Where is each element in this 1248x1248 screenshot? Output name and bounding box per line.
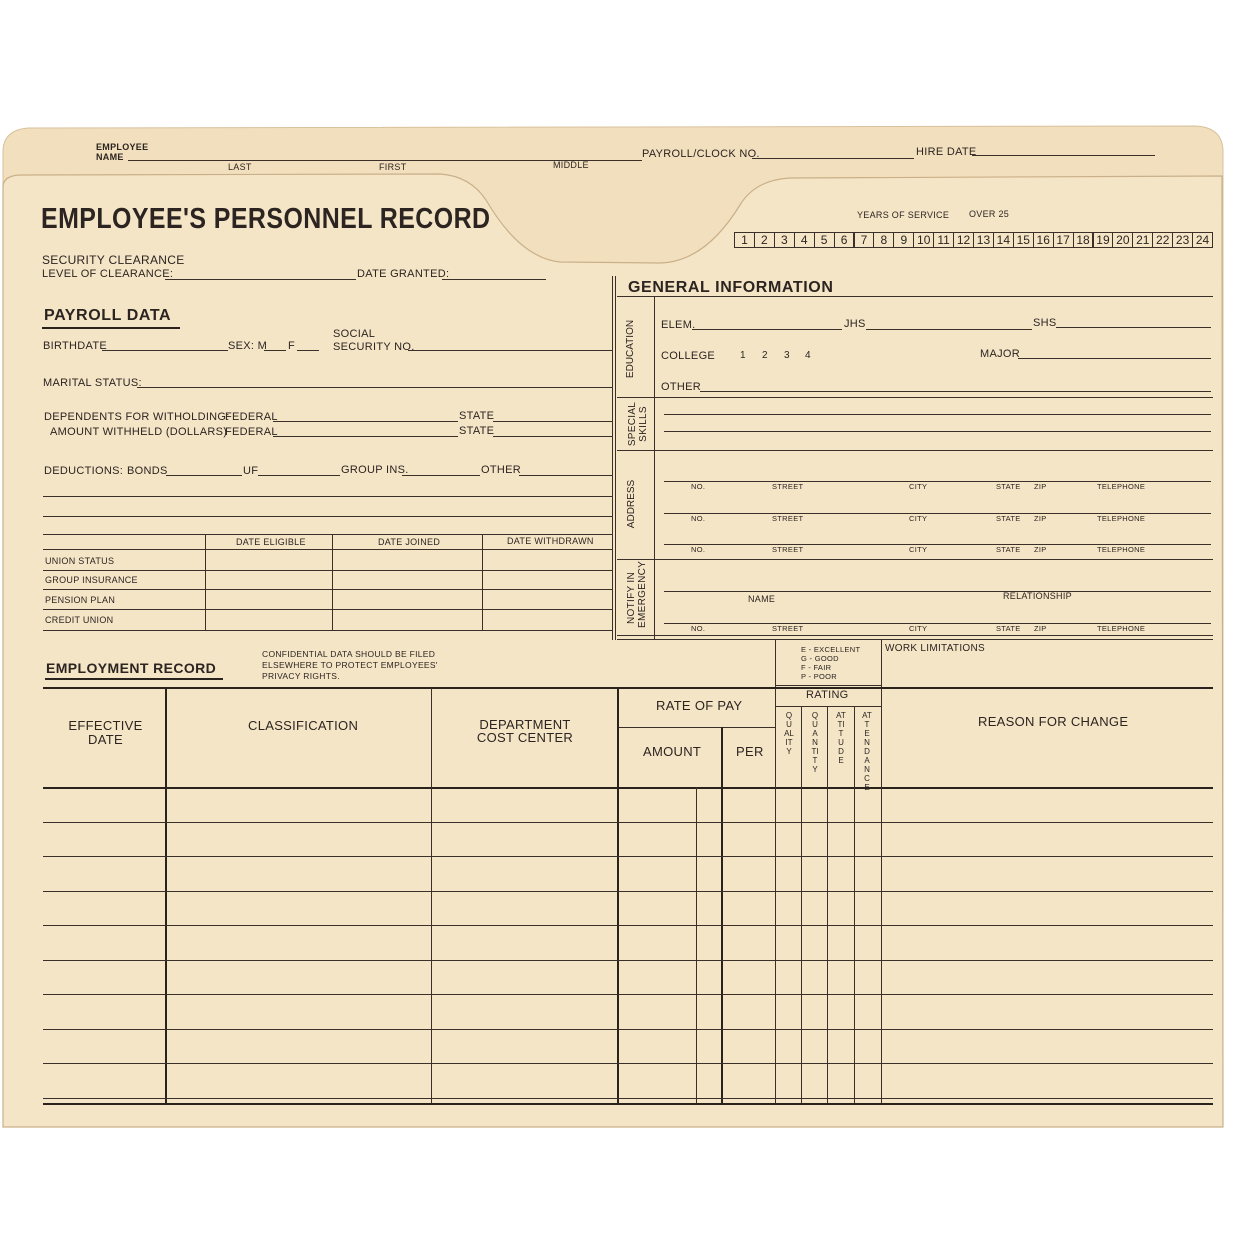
employment-row-line	[43, 960, 1213, 961]
pension-plan-row: PENSION PLAN	[45, 595, 116, 605]
state-label-1: STATE	[459, 410, 495, 422]
rating-attitude-header: ATTITUDE	[836, 711, 846, 765]
address-2-city-label: CITY	[909, 514, 928, 523]
date-granted-label: DATE GRANTED:	[357, 268, 450, 280]
group-ins-label: GROUP INS.	[341, 464, 409, 476]
address-3-street-label: STREET	[772, 545, 804, 554]
employment-row-line	[43, 891, 1213, 892]
per-header: PER	[736, 744, 764, 759]
relationship-label: RELATIONSHIP	[1003, 591, 1072, 601]
payroll-clock-label: PAYROLL/CLOCK NO.	[642, 148, 760, 160]
rating-attendance-header: ATTENDANCE	[862, 711, 872, 792]
employment-row-line	[43, 994, 1213, 995]
shs-label: SHS	[1033, 317, 1057, 329]
address-3-telephone-label: TELEPHONE	[1097, 545, 1146, 554]
dependents-label: DEPENDENTS FOR WITHOLDING:	[44, 411, 230, 423]
year-box-7: 7	[854, 232, 875, 248]
federal-label-2: FEDERAL	[225, 426, 278, 438]
address-1-no-label: NO.	[691, 482, 706, 491]
college-year-4: 4	[805, 350, 811, 361]
emergency-zip-label: ZIP	[1034, 624, 1047, 633]
classification-header: CLASSIFICATION	[248, 718, 359, 733]
year-box-20: 20	[1112, 232, 1133, 248]
years-boxes	[734, 232, 1212, 248]
employee-name-label: EMPLOYEE NAME	[96, 142, 149, 162]
elem-label: ELEM.	[661, 319, 696, 331]
years-of-service-label: YEARS OF SERVICE	[857, 210, 950, 220]
year-box-24: 24	[1192, 232, 1213, 248]
hire-date-label: HIRE DATE	[916, 146, 977, 158]
employment-row-line	[43, 856, 1213, 857]
address-label: ADDRESS	[626, 479, 637, 529]
deductions-label: DEDUCTIONS:	[44, 465, 124, 477]
college-year-2: 2	[762, 350, 768, 361]
reason-for-change-header: REASON FOR CHANGE	[978, 714, 1129, 729]
birthdate-label: BIRTHDATE	[43, 340, 108, 352]
college-year-1: 1	[740, 350, 746, 361]
year-box-11: 11	[933, 232, 954, 248]
rate-of-pay-header: RATE OF PAY	[656, 698, 743, 713]
address-2-zip-label: ZIP	[1034, 514, 1047, 523]
year-box-14: 14	[993, 232, 1014, 248]
address-3-zip-label: ZIP	[1034, 545, 1047, 554]
year-box-15: 15	[1013, 232, 1034, 248]
year-box-16: 16	[1033, 232, 1054, 248]
credit-union-row: CREDIT UNION	[45, 615, 114, 625]
emergency-telephone-label: TELEPHONE	[1097, 624, 1146, 633]
employment-row-line	[43, 1098, 1213, 1099]
year-box-10: 10	[913, 232, 934, 248]
employment-row-line	[43, 1063, 1213, 1064]
date-joined-header: DATE JOINED	[378, 537, 441, 547]
year-box-19: 19	[1093, 232, 1114, 248]
effective-date-header: EFFECTIVE DATE	[68, 718, 143, 747]
notify-in-emergency-label: NOTIFY IN EMERGENCY	[626, 560, 648, 628]
employment-row-line	[43, 1029, 1213, 1030]
amount-withheld-label: AMOUNT WITHHELD (DOLLARS)	[50, 426, 228, 438]
security-clearance-heading: SECURITY CLEARANCE	[42, 253, 185, 267]
special-skills-label: SPECIAL SKILLS	[627, 401, 649, 447]
employment-record-heading: EMPLOYMENT RECORD	[46, 660, 217, 676]
last-label: LAST	[228, 162, 252, 172]
department-header: DEPARTMENT COST CENTER	[476, 717, 574, 745]
over-25-label: OVER 25	[969, 209, 1010, 219]
emergency-street-label: STREET	[772, 624, 804, 633]
year-box-1: 1	[734, 232, 755, 248]
address-1-city-label: CITY	[909, 482, 928, 491]
other-education-label: OTHER	[661, 381, 701, 393]
rating-legend: E - EXCELLENT G - GOOD F - FAIR P - POOR	[801, 645, 861, 681]
amount-header: AMOUNT	[643, 744, 702, 759]
date-withdrawn-header: DATE WITHDRAWN	[507, 536, 594, 546]
year-box-21: 21	[1132, 232, 1153, 248]
address-3-city-label: CITY	[909, 545, 928, 554]
address-2-no-label: NO.	[691, 514, 706, 523]
year-box-6: 6	[834, 232, 855, 248]
other-deduction-label: OTHER	[481, 464, 521, 476]
employment-row-line	[43, 822, 1213, 823]
year-box-13: 13	[973, 232, 994, 248]
year-box-4: 4	[794, 232, 815, 248]
rating-quality-header: QUALITY	[784, 711, 794, 756]
year-box-23: 23	[1172, 232, 1193, 248]
address-1-zip-label: ZIP	[1034, 482, 1047, 491]
level-of-clearance-label: LEVEL OF CLEARANCE:	[42, 268, 174, 280]
middle-label: MIDDLE	[553, 160, 589, 170]
social-security-label: SOCIAL SECURITY NO.	[333, 328, 415, 353]
college-year-3: 3	[784, 350, 790, 361]
rating-label: RATING	[806, 689, 849, 701]
bonds-label: BONDS	[127, 465, 168, 477]
year-box-12: 12	[953, 232, 974, 248]
payroll-data-heading: PAYROLL DATA	[44, 307, 172, 324]
state-label-2: STATE	[459, 425, 495, 437]
jhs-label: JHS	[844, 318, 866, 330]
address-3-state-label: STATE	[996, 545, 1021, 554]
address-1-telephone-label: TELEPHONE	[1097, 482, 1146, 491]
year-box-17: 17	[1053, 232, 1074, 248]
sex-f-label: F	[288, 340, 296, 352]
year-box-9: 9	[893, 232, 914, 248]
address-3-no-label: NO.	[691, 545, 706, 554]
address-2-telephone-label: TELEPHONE	[1097, 514, 1146, 523]
uf-label: UF	[243, 465, 259, 477]
emergency-city-label: CITY	[909, 624, 928, 633]
year-box-18: 18	[1073, 232, 1094, 248]
first-label: FIRST	[379, 162, 407, 172]
date-eligible-header: DATE ELIGIBLE	[236, 537, 306, 547]
year-box-8: 8	[873, 232, 894, 248]
union-status-row: UNION STATUS	[45, 556, 115, 566]
work-limitations-label: WORK LIMITATIONS	[885, 643, 985, 654]
group-insurance-row: GROUP INSURANCE	[45, 575, 138, 585]
major-label: MAJOR	[980, 348, 1020, 360]
education-label: EDUCATION	[625, 319, 636, 379]
employment-row-line	[43, 925, 1213, 926]
year-box-22: 22	[1152, 232, 1173, 248]
address-2-state-label: STATE	[996, 514, 1021, 523]
address-1-street-label: STREET	[772, 482, 804, 491]
federal-label-1: FEDERAL	[225, 411, 278, 423]
address-1-state-label: STATE	[996, 482, 1021, 491]
college-label: COLLEGE	[661, 350, 716, 362]
address-2-street-label: STREET	[772, 514, 804, 523]
year-box-3: 3	[774, 232, 795, 248]
emergency-name-label: NAME	[748, 594, 776, 604]
emergency-no-label: NO.	[691, 624, 706, 633]
emergency-state-label: STATE	[996, 624, 1021, 633]
rating-quantity-header: QUANTITY	[811, 711, 819, 774]
confidential-note: CONFIDENTIAL DATA SHOULD BE FILED ELSEWHERE TO PROTECT EMPLOYEES' PRIVACY RIGHTS.	[262, 649, 438, 681]
marital-status-label: MARITAL STATUS:	[43, 377, 142, 389]
year-box-5: 5	[814, 232, 835, 248]
sex-label: SEX: M	[228, 340, 268, 352]
year-box-2: 2	[754, 232, 775, 248]
general-information-heading: GENERAL INFORMATION	[628, 279, 834, 296]
page-title: EMPLOYEE'S PERSONNEL RECORD	[41, 203, 491, 235]
